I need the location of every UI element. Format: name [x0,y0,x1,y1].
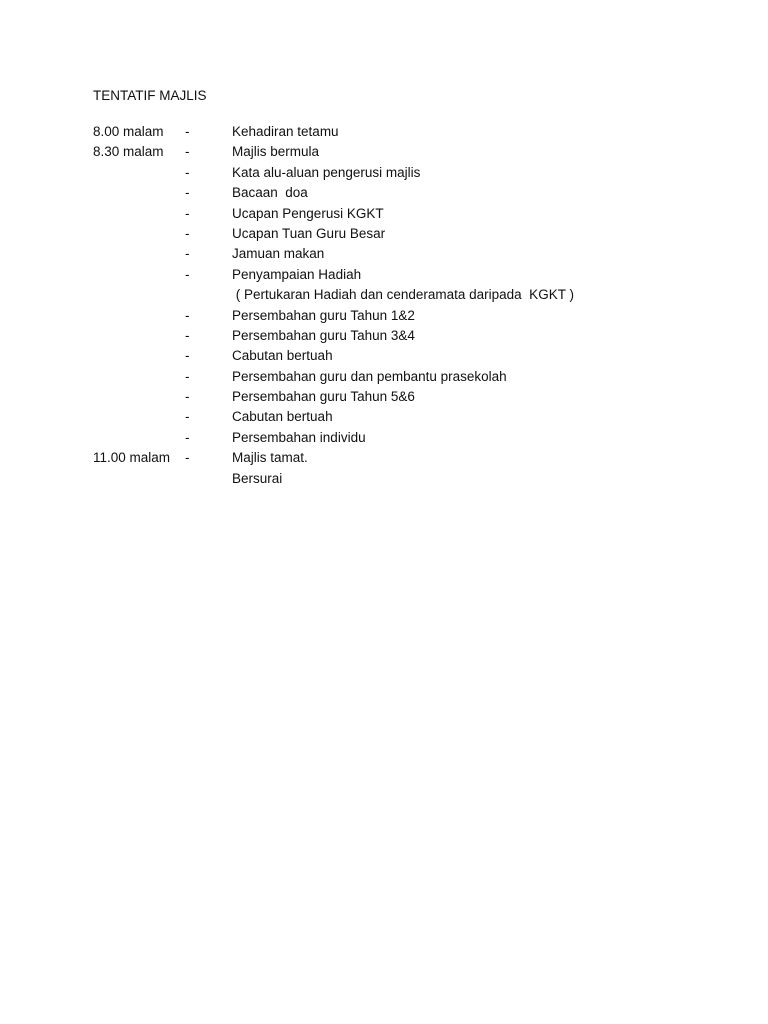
agenda-dash: - [185,225,190,241]
agenda-dash: - [185,389,190,405]
agenda-row [93,348,733,368]
agenda-row [93,206,733,226]
agenda-dash: - [185,185,190,201]
agenda-item: Persembahan guru Tahun 5&6 [232,389,415,405]
agenda-item: Persembahan individu [232,429,366,445]
agenda-dash: - [185,266,190,282]
agenda-dash: - [185,450,190,466]
agenda-row [93,389,733,409]
agenda-dash: - [185,164,190,180]
agenda-item: Penyampaian Hadiah [232,266,362,282]
agenda-time: 8.00 malam [93,124,164,139]
agenda-item: Majlis bermula [232,144,320,160]
agenda-dash: - [185,409,190,425]
agenda-item: Bersurai [232,470,283,486]
agenda-row [93,267,733,287]
agenda-row [93,369,733,389]
agenda-row [93,165,733,185]
agenda-row [93,124,733,144]
agenda-item: Cabutan bertuah [232,348,333,364]
agenda-dash: - [185,144,190,160]
agenda-item: Majlis tamat. [232,450,308,466]
agenda-dash: - [185,205,190,221]
agenda-item: Ucapan Pengerusi KGKT [232,205,384,221]
agenda-item: Ucapan Tuan Guru Besar [232,225,386,241]
agenda-row [93,450,733,470]
agenda-row [93,471,733,491]
agenda-row [93,430,733,450]
agenda-dash: - [185,327,190,343]
agenda-item: Persembahan guru Tahun 1&2 [232,307,415,323]
agenda-item-note: ( Pertukaran Hadiah dan cenderamata daripada KGKT ) [232,287,574,303]
document-title: TENTATIF MAJLIS [93,88,207,103]
agenda-item: Persembahan guru dan pembantu prasekolah [232,368,507,384]
agenda-item: Persembahan guru Tahun 3&4 [232,327,415,343]
agenda-dash: - [185,307,190,323]
agenda-row-note [93,287,733,307]
agenda-item: Kehadiran tetamu [232,124,339,139]
agenda-row [93,246,733,266]
agenda-dash: - [185,348,190,364]
agenda-item: Bacaan doa [232,185,308,201]
agenda-time: 11.00 malam [93,450,171,466]
agenda-item: Jamuan makan [232,246,325,262]
agenda-row [93,409,733,429]
agenda-item: Kata alu-aluan pengerusi majlis [232,164,421,180]
agenda-row [93,308,733,328]
agenda-row [93,144,733,164]
agenda-row [93,185,733,205]
agenda-dash: - [185,429,190,445]
agenda-item: Cabutan bertuah [232,409,333,425]
agenda-list [93,124,733,491]
agenda-time: 8.30 malam [93,144,164,160]
agenda-row [93,328,733,348]
agenda-dash: - [185,368,190,384]
agenda-dash: - [185,124,190,139]
agenda-row [93,226,733,246]
agenda-dash: - [185,246,190,262]
